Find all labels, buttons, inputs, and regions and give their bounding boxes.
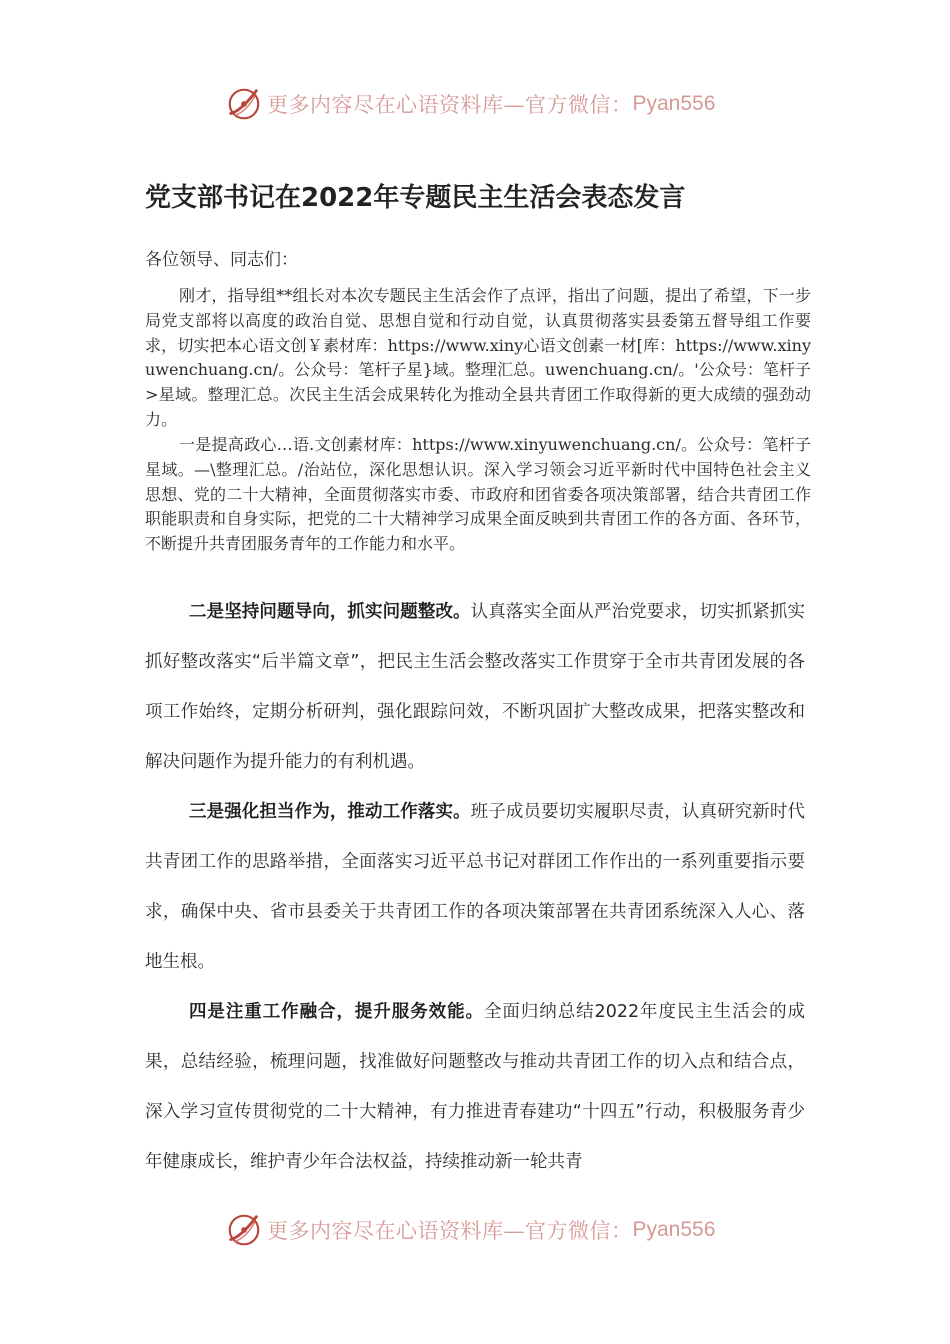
paragraph-4-body: 班子成员要切实履职尽责，认真研究新时代共青团工作的思路举措，全面落实习近平总书记对群团工作作出的一系列重要指示要求，确保中央、省市县委关于共青团工作的各项决策部署在共青团系统深入人心、落地生根。 <box>145 802 806 972</box>
paragraph-5-lead: 四是注重工作融合，提升服务效能。 <box>189 1002 484 1022</box>
pen-ink-logo-icon <box>225 85 263 123</box>
watermark-banner-bottom <box>225 1210 715 1250</box>
paragraph-3 <box>145 587 805 787</box>
watermark-text: 更多内容尽在心语资料库—官方微信： <box>267 93 633 117</box>
watermark-banner-top <box>225 84 715 124</box>
page-title: 党支部书记在2022年专题民主生活会表态发言 <box>145 183 686 213</box>
paragraph-4 <box>145 787 805 987</box>
greeting: 各位领导、同志们： <box>145 250 298 270</box>
watermark-wechat-id: Pyan556 <box>632 92 716 115</box>
paragraph-1: 刚才，指导组**组长对本次专题民主生活会作了点评，指出了问题，提出了希望，下一步局党支部将以高度的政治自觉、思想自觉和行动自觉，认真贯彻落实县委第五督导组工作要求，切实把本心语文创￥素材库：https://www.xiny心语文创素一材[库：https://www.xinyuwenchuang.cn/。公众号：笔杆子星}域。整理汇总。uwenchuang.cn/。'公众号：笔杆子>星域。整理汇总。次民主生活会成果转化为推动全县共青团工作取得新的更大成绩的强劲动力。 <box>145 286 811 429</box>
paragraph-3-body: 认真落实全面从严治党要求，切实抓紧抓实抓好整改落实“后半篇文章”，把民主生活会整改落实工作贯穿于全市共青团发展的各项工作始终，定期分析研判，强化跟踪问效，不断巩固扩大整改成果，把落实整改和解决问题作为提升能力的有利机遇。 <box>145 602 806 772</box>
watermark-wechat-id: Pyan556 <box>632 1218 716 1241</box>
paragraph-5-body: 全面归纳总结2022年度民主生活会的成果，总结经验，梳理问题，找准做好问题整改与推动共青团工作的切入点和结合点，深入学习宣传贯彻党的二十大精神，有力推进青春建功“十四五”行动，积极服务青少年健康成长，维护青少年合法权益，持续推动新一轮共青 <box>145 1002 805 1172</box>
paragraph-5 <box>145 987 805 1187</box>
paragraph-2: 一是提高政心…语.文创素材库：https://www.xinyuwenchuang.cn/。公众号：笔杆子星域。—\整理汇总。/治站位，深化思想认识。深入学习领会习近平新时代中国特色社会主义思想、党的二十大精神，全面贯彻落实市委、市政府和团省委各项决策部署，结合共青团工作职能职责和自身实际，把党的二十大精神学习成果全面反映到共青团工作的各方面、各环节，不断提升共青团服务青年的工作能力和水平。 <box>145 435 811 554</box>
paragraph-3-lead: 二是坚持问题导向，抓实问题整改。 <box>189 602 471 622</box>
watermark-text: 更多内容尽在心语资料库—官方微信： <box>267 1219 633 1243</box>
pen-ink-logo-icon <box>225 1211 263 1249</box>
paragraph-4-lead: 三是强化担当作为，推动工作落实。 <box>189 802 471 822</box>
